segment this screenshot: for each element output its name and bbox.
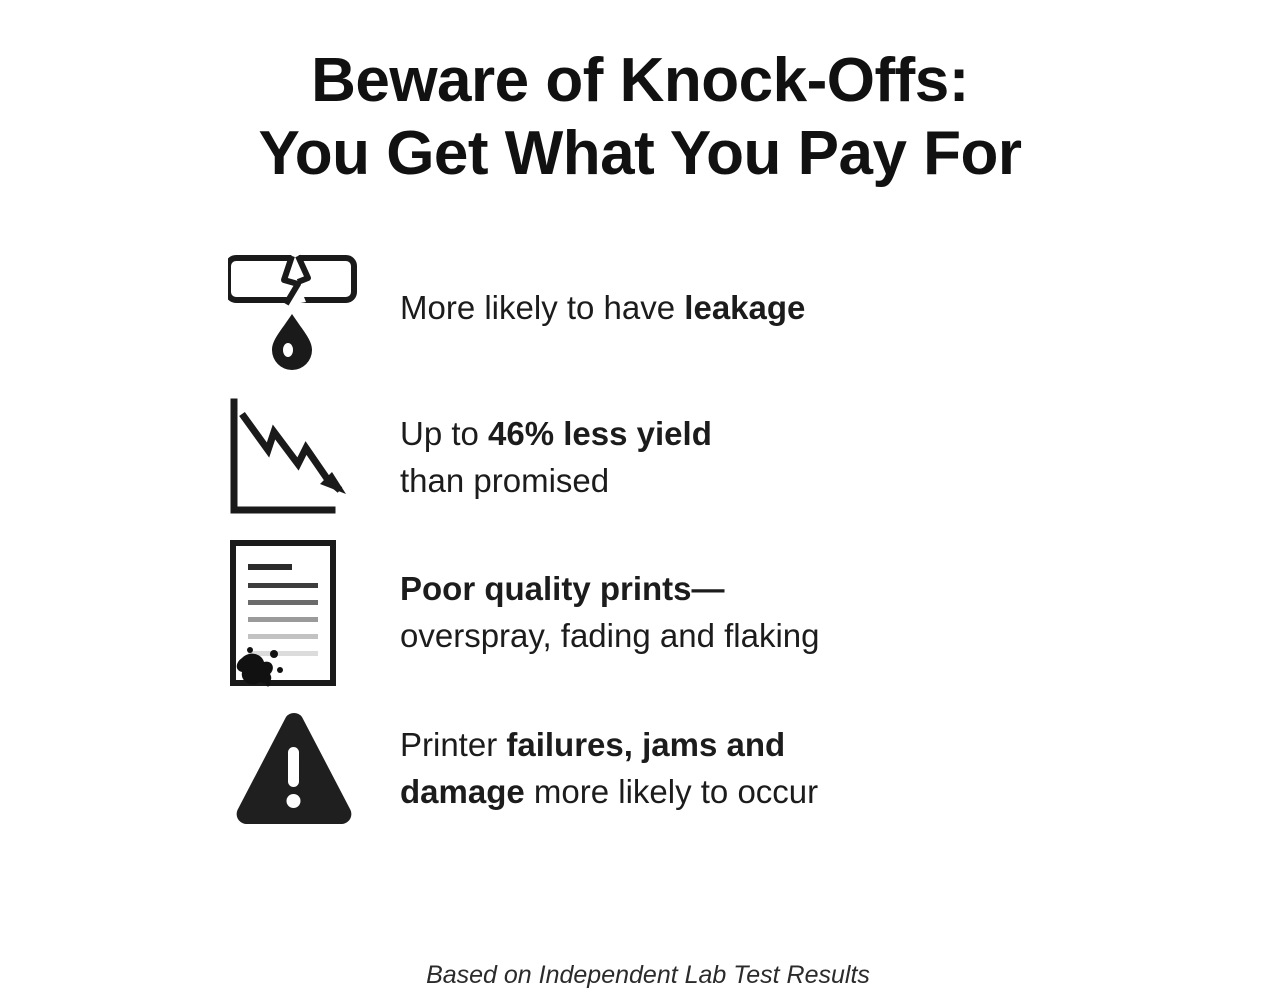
yield-text-line-2: than promised <box>400 461 610 499</box>
yield-text-prefix: Up to <box>400 414 489 452</box>
failure-text-suffix: more likely to occur <box>524 772 819 810</box>
page-title-line-1: Beware of Knock-Offs: <box>311 45 969 115</box>
footnote: Based on Independent Lab Test Results <box>426 960 870 989</box>
list-item-failure <box>228 694 1280 844</box>
yield-text-bold: 46% less yield <box>488 414 712 452</box>
page-title-line-2: You Get What You Pay For <box>258 118 1022 188</box>
leakage-text-bold: leakage <box>684 289 806 327</box>
declining-chart-icon <box>228 398 358 518</box>
leakage-text-prefix: More likely to have <box>400 289 685 327</box>
list-item-quality <box>228 532 1280 694</box>
list-item-leakage-text <box>400 285 805 332</box>
quality-text-line-2: overspray, fading and flaking <box>400 616 820 654</box>
list-item-yield <box>228 384 1280 532</box>
list-item-quality-text <box>400 566 819 660</box>
list-item-leakage <box>228 234 1280 384</box>
failure-text-bold-1: failures, jams and <box>506 725 786 763</box>
list-item-yield-text <box>400 411 712 505</box>
failure-text-prefix: Printer <box>400 725 507 763</box>
leaking-ink-cartridge-icon <box>228 244 358 374</box>
failure-text-bold-2: damage <box>400 772 525 810</box>
list-item-failure-text <box>400 722 818 816</box>
warning-triangle-icon <box>228 709 358 829</box>
infographic-page <box>0 42 1280 1002</box>
smudged-document-icon <box>228 538 358 688</box>
quality-text-bold: Poor quality prints— <box>400 569 725 607</box>
page-title <box>0 42 1280 190</box>
claims-list <box>0 234 1280 844</box>
